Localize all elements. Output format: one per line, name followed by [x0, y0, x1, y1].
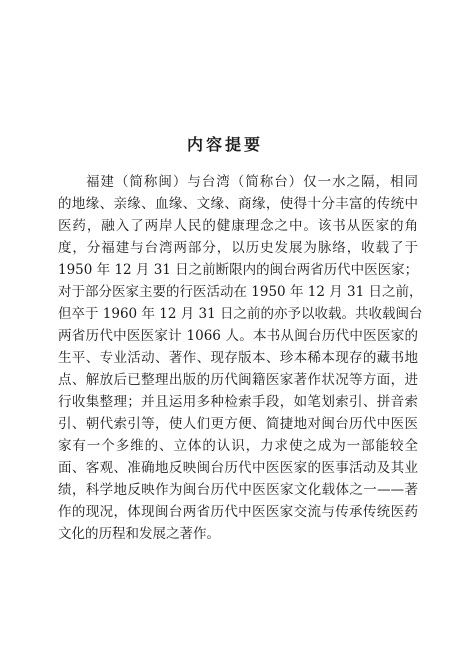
text-line: 度，分福建与台湾两部分，以历史发展为脉络，收载了于 — [58, 240, 418, 256]
text-line: 文化的历程和发展之著作。 — [58, 526, 220, 542]
text-line: 引、朝代索引等，使人们更方便、简捷地对闽台历代中医医 — [58, 416, 418, 432]
text-line: 福建（简称闽）与台湾（简称台）仅一水之隔，相同 — [86, 174, 418, 190]
text-line: 但卒于 1960 年 12 月 31 日之前的亦予以收载。共收载闽台 — [58, 306, 423, 322]
text-line: 点、解放后已整理出版的历代闽籍医家著作状况等方面，进 — [58, 372, 418, 388]
text-line: 作的现况，体现闽台两省历代中医医家交流与传承传统医药 — [58, 504, 418, 520]
text-line: 面、客观、准确地反映闽台历代中医医家的医事活动及其业 — [58, 460, 418, 476]
text-line: 1950 年 12 月 31 日之前断限内的闽台两省历代中医医家； — [58, 262, 419, 278]
text-line: 生平、专业活动、著作、现存版本、珍本稀本现存的藏书地 — [58, 350, 418, 366]
summary-body — [58, 171, 423, 545]
text-line: 家有一个多维的、立体的认识，力求使之成为一部能较全 — [58, 438, 418, 454]
text-line: 对于部分医家主要的行医活动在 1950 年 12 月 31 日之前， — [58, 284, 423, 300]
page-title: 内容提要 — [186, 135, 263, 154]
text-line: 医药，融入了两岸人民的健康理念之中。该书从医家的角 — [58, 218, 418, 234]
text-line: 绩，科学地反映作为闽台历代中医医家文化载体之一——著 — [58, 482, 418, 498]
text-line: 行收集整理；并且运用多种检索手段，如笔划索引、拼音索 — [58, 394, 418, 410]
text-line: 的地缘、亲缘、血缘、文缘、商缘，使得十分丰富的传统中 — [58, 196, 418, 212]
text-line: 两省历代中医医家计 1066 人。本书从闽台历代中医医家的 — [58, 328, 418, 344]
